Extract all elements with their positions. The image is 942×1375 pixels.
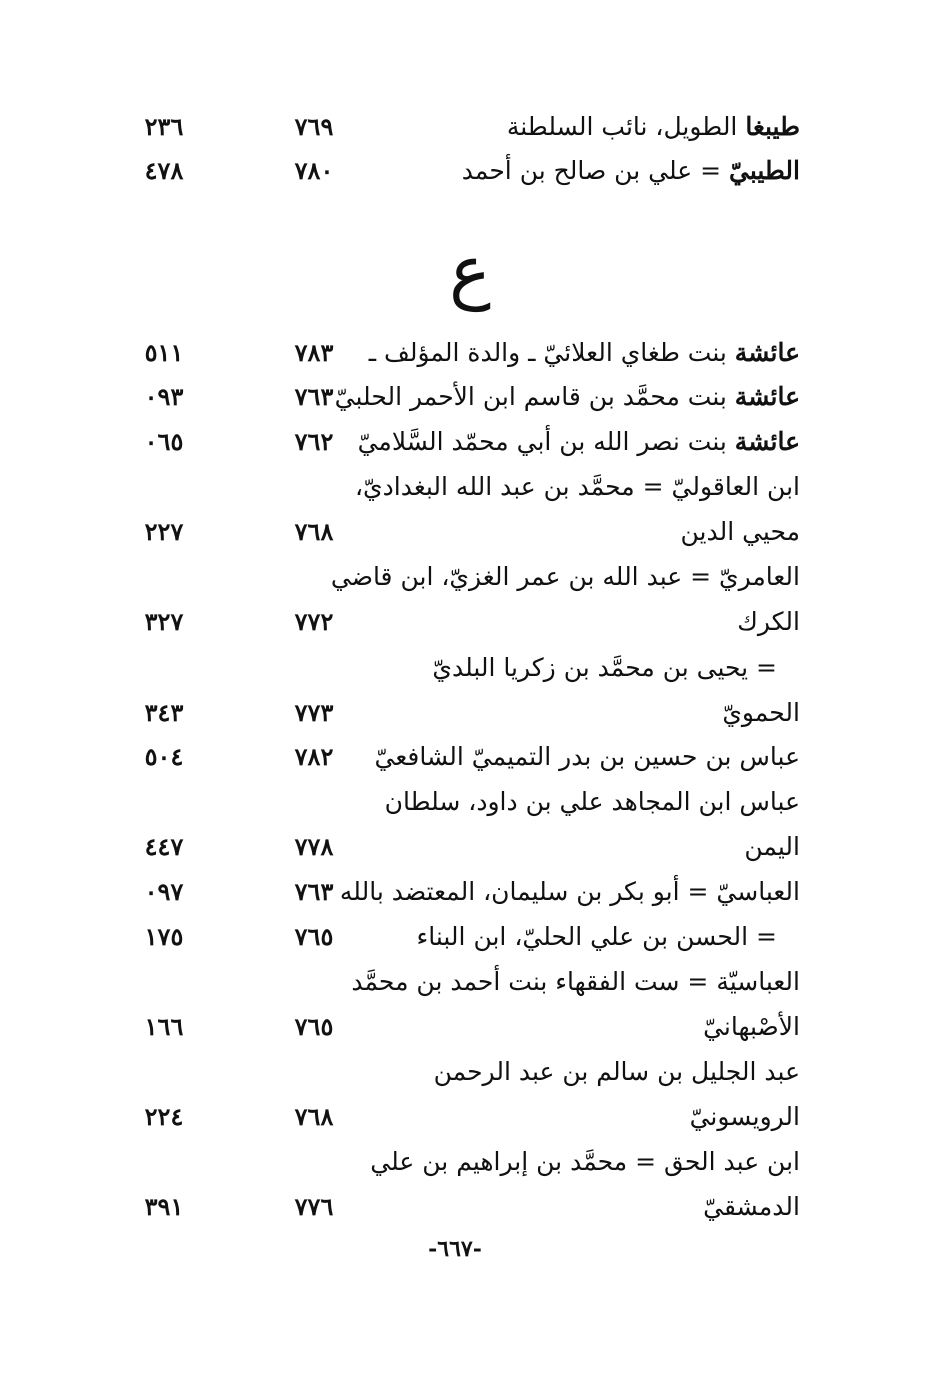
entry-text xyxy=(380,106,800,148)
entry-death-year: ٧٧٣ xyxy=(294,698,334,727)
entry-headword: الطيبيّ xyxy=(729,156,800,185)
entry-death-year: ٧٦٨ xyxy=(294,1102,334,1131)
index-entry xyxy=(0,376,942,418)
entry-description: الرويسونيّ xyxy=(689,1102,800,1131)
entry-description: بن حسين بن بدر التميميّ الشافعيّ xyxy=(374,742,740,771)
section-letter: ع xyxy=(449,230,491,312)
index-entry-continuation xyxy=(0,826,942,868)
entry-description: = الحسن بن علي الحليّ، ابن البناء xyxy=(416,922,777,951)
entry-death-year: ٧٦٣ xyxy=(294,382,334,411)
entry-headword: ابن العاقوليّ xyxy=(671,472,800,501)
entry-page-number: ٥١١ xyxy=(144,338,184,367)
entry-description: الكرك xyxy=(737,607,800,636)
entry-description: الأصْبهانيّ xyxy=(703,1012,800,1041)
entry-text xyxy=(351,961,800,1003)
entry-text xyxy=(380,601,800,643)
entry-page-number: ٣٢٧ xyxy=(144,607,184,636)
entry-text xyxy=(380,1006,800,1048)
entry-headword: عائشة xyxy=(734,338,800,367)
entry-page-number: ٣٩١ xyxy=(144,1192,184,1221)
entry-death-year: ٧٨٠ xyxy=(294,156,334,185)
entry-page-number: ١٦٦ xyxy=(144,1012,184,1041)
entry-text xyxy=(330,556,800,598)
index-entry-continuation xyxy=(0,1096,942,1138)
entry-description: = محمَّد بن إبراهيم بن علي xyxy=(370,1147,665,1176)
entry-page-number: ٤٤٧ xyxy=(144,832,184,861)
entry-death-year: ٧٧٦ xyxy=(294,1192,334,1221)
entry-description: اليمن xyxy=(744,832,800,861)
entry-headword: عباس xyxy=(739,787,800,816)
entry-description: بنت طغاي العلائيّ ـ والدة المؤلف ـ xyxy=(368,338,735,367)
entry-page-number: ٣٤٣ xyxy=(144,698,184,727)
entry-description: بنت محمَّد بن قاسم ابن الأحمر الحلبيّ xyxy=(334,382,735,411)
entry-description: = عبد الله بن عمر الغزيّ، ابن قاضي xyxy=(330,562,719,591)
entry-headword: عائشة xyxy=(734,382,800,411)
entry-text xyxy=(334,376,800,418)
entry-description: ابن المجاهد علي بن داود، سلطان xyxy=(384,787,740,816)
index-entry xyxy=(0,871,942,913)
index-entry xyxy=(0,150,942,192)
entry-description: = علي بن صالح بن أحمد xyxy=(461,156,729,185)
entry-text xyxy=(370,1141,800,1183)
entry-text xyxy=(339,871,800,913)
entry-text xyxy=(380,647,777,689)
entry-description: = يحيى بن محمَّد بن زكريا البلديّ xyxy=(432,653,777,682)
entry-death-year: ٧٦٢ xyxy=(294,427,334,456)
entry-page-number: ٤٧٨ xyxy=(144,156,184,185)
index-entry-continuation xyxy=(0,511,942,553)
entry-page-number: ٠٩٧ xyxy=(144,877,184,906)
index-entry xyxy=(0,1051,942,1093)
entry-headword: ابن عبد الحق xyxy=(664,1147,800,1176)
index-entry xyxy=(0,466,942,508)
page-number-footer: -٦٦٧- xyxy=(428,1236,482,1262)
entry-page-number: ٢٢٧ xyxy=(144,517,184,546)
entry-description: بنت نصر الله بن أبي محمّد السَّلاميّ xyxy=(357,427,735,456)
entry-death-year: ٧٧٢ xyxy=(294,607,334,636)
index-entry xyxy=(0,106,942,148)
entry-page-number: ٢٣٦ xyxy=(144,112,184,141)
entry-death-year: ٧٨٢ xyxy=(294,742,334,771)
entry-text xyxy=(380,150,800,192)
entry-headword: العباسيّة xyxy=(716,967,800,996)
entry-death-year: ٧٨٣ xyxy=(294,338,334,367)
index-entry xyxy=(0,961,942,1003)
entry-text xyxy=(368,332,800,374)
entry-headword: عباس xyxy=(739,742,800,771)
entry-headword: العامريّ xyxy=(719,562,800,591)
entry-description: الدمشقيّ xyxy=(703,1192,800,1221)
entry-death-year: ٧٧٨ xyxy=(294,832,334,861)
entry-death-year: ٧٦٥ xyxy=(294,1012,334,1041)
entry-description: الطويل، نائب السلطنة xyxy=(506,112,746,141)
entry-headword: عائشة xyxy=(734,427,800,456)
entry-description: = ست الفقهاء بنت أحمد بن محمَّد xyxy=(351,967,717,996)
index-entry xyxy=(0,421,942,463)
entry-page-number: ٠٩٣ xyxy=(144,382,184,411)
entry-description: بن سالم بن عبد الرحمن xyxy=(433,1057,692,1086)
entry-death-year: ٧٦٩ xyxy=(294,112,334,141)
entry-description: محيي الدين xyxy=(680,517,800,546)
entry-page-number: ٠٦٥ xyxy=(144,427,184,456)
entry-text xyxy=(380,781,800,823)
entry-text xyxy=(354,466,800,508)
entry-page-number: ٥٠٤ xyxy=(144,742,184,771)
entry-text xyxy=(380,1096,800,1138)
index-entry-continuation xyxy=(0,1186,942,1228)
entry-text xyxy=(380,692,800,734)
entry-text xyxy=(380,511,800,553)
index-entry xyxy=(0,1141,942,1183)
entry-page-number: ٢٢٤ xyxy=(144,1102,184,1131)
entry-description: الحمويّ xyxy=(722,698,800,727)
entry-death-year: ٧٦٨ xyxy=(294,517,334,546)
index-entry-continuation xyxy=(0,1006,942,1048)
entry-text xyxy=(380,1051,800,1093)
entry-death-year: ٧٦٣ xyxy=(294,877,334,906)
entry-text xyxy=(357,421,800,463)
index-entry xyxy=(0,332,942,374)
entry-text xyxy=(380,1186,800,1228)
entry-description: = محمَّد بن عبد الله البغداديّ، xyxy=(354,472,672,501)
entry-text xyxy=(380,916,777,958)
entry-headword: عبد الجليل xyxy=(691,1057,800,1086)
index-entry-continuation xyxy=(0,601,942,643)
index-entry xyxy=(0,781,942,823)
entry-headword: العباسيّ xyxy=(716,877,800,906)
entry-description: = أبو بكر بن سليمان، المعتضد بالله xyxy=(339,877,717,906)
index-entry xyxy=(0,556,942,598)
entry-page-number: ١٧٥ xyxy=(144,922,184,951)
entry-text xyxy=(380,826,800,868)
entry-text xyxy=(374,736,800,778)
index-entry xyxy=(0,736,942,778)
index-entry-continuation xyxy=(0,692,942,734)
entry-headword: طيبغا xyxy=(745,112,800,141)
entry-death-year: ٧٦٥ xyxy=(294,922,334,951)
index-entry xyxy=(0,647,942,689)
index-entry xyxy=(0,916,942,958)
